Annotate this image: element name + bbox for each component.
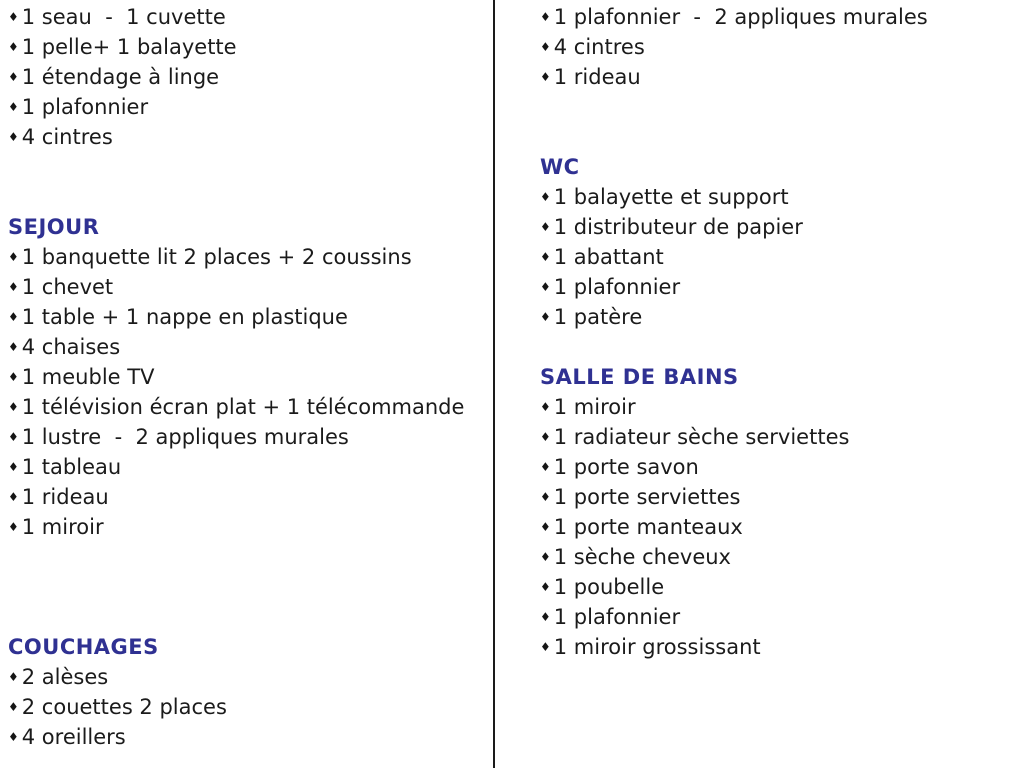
item-text: 4 cintres <box>553 35 645 59</box>
list-item <box>540 422 1018 452</box>
diamond-bullet-icon: ♦ <box>540 310 551 324</box>
left-column <box>8 2 486 752</box>
item-text: 1 télévision écran plat + 1 télécommande <box>21 395 465 419</box>
item-text: 4 oreillers <box>21 725 126 749</box>
item-text: 1 chevet <box>21 275 114 299</box>
list-item <box>8 62 486 92</box>
diamond-bullet-icon: ♦ <box>8 520 19 534</box>
diamond-bullet-icon: ♦ <box>540 10 551 24</box>
list-item <box>540 572 1018 602</box>
item-text: 1 meuble TV <box>21 365 155 389</box>
item-text: 1 banquette lit 2 places + 2 coussins <box>21 245 412 269</box>
item-text: 1 miroir grossissant <box>553 635 761 659</box>
list-item <box>540 632 1018 662</box>
item-text: 1 porte serviettes <box>553 485 741 509</box>
item-text: 1 abattant <box>553 245 664 269</box>
item-text: 1 plafonnier <box>21 95 149 119</box>
diamond-bullet-icon: ♦ <box>540 550 551 564</box>
diamond-bullet-icon: ♦ <box>8 310 19 324</box>
list-item <box>540 62 1018 92</box>
list-item <box>8 722 486 752</box>
list-item <box>8 2 486 32</box>
list-item <box>540 542 1018 572</box>
list-item <box>540 182 1018 212</box>
diamond-bullet-icon: ♦ <box>540 220 551 234</box>
list-item <box>540 482 1018 512</box>
list-item <box>540 212 1018 242</box>
diamond-bullet-icon: ♦ <box>8 460 19 474</box>
section-heading: SEJOUR <box>8 215 100 239</box>
section-heading: WC <box>540 155 580 179</box>
diamond-bullet-icon: ♦ <box>540 40 551 54</box>
item-text: 1 patère <box>553 305 643 329</box>
list-item <box>8 302 486 332</box>
list-item <box>540 392 1018 422</box>
section-gap <box>8 542 486 632</box>
diamond-bullet-icon: ♦ <box>540 70 551 84</box>
list-item <box>8 242 486 272</box>
list-item <box>8 422 486 452</box>
diamond-bullet-icon: ♦ <box>540 400 551 414</box>
diamond-bullet-icon: ♦ <box>8 280 19 294</box>
item-text: 1 miroir <box>21 515 104 539</box>
list-item <box>8 662 486 692</box>
diamond-bullet-icon: ♦ <box>8 370 19 384</box>
item-text: 1 plafonnier <box>553 605 681 629</box>
item-text: 1 balayette et support <box>553 185 789 209</box>
right-column <box>540 2 1018 662</box>
diamond-bullet-icon: ♦ <box>540 190 551 204</box>
item-text: 1 tableau <box>21 455 122 479</box>
diamond-bullet-icon: ♦ <box>540 460 551 474</box>
list-item <box>8 272 486 302</box>
list-item <box>8 92 486 122</box>
diamond-bullet-icon: ♦ <box>8 100 19 114</box>
item-text: 4 cintres <box>21 125 113 149</box>
diamond-bullet-icon: ♦ <box>8 250 19 264</box>
list-item <box>540 512 1018 542</box>
list-item <box>540 242 1018 272</box>
column-divider <box>493 0 495 768</box>
list-item <box>8 32 486 62</box>
diamond-bullet-icon: ♦ <box>8 40 19 54</box>
list-item <box>540 2 1018 32</box>
item-text: 1 radiateur sèche serviettes <box>553 425 850 449</box>
diamond-bullet-icon: ♦ <box>540 250 551 264</box>
item-text: 1 lustre - 2 appliques murales <box>21 425 349 449</box>
item-text: 1 porte savon <box>553 455 699 479</box>
item-text: 1 porte manteaux <box>553 515 743 539</box>
diamond-bullet-icon: ♦ <box>540 640 551 654</box>
item-text: 1 pelle+ 1 balayette <box>21 35 237 59</box>
diamond-bullet-icon: ♦ <box>8 730 19 744</box>
diamond-bullet-icon: ♦ <box>8 490 19 504</box>
item-text: 1 rideau <box>21 485 109 509</box>
list-item <box>540 452 1018 482</box>
section-gap <box>8 152 486 212</box>
diamond-bullet-icon: ♦ <box>8 130 19 144</box>
diamond-bullet-icon: ♦ <box>8 340 19 354</box>
list-item <box>8 362 486 392</box>
diamond-bullet-icon: ♦ <box>540 520 551 534</box>
diamond-bullet-icon: ♦ <box>8 700 19 714</box>
diamond-bullet-icon: ♦ <box>540 490 551 504</box>
item-text: 4 chaises <box>21 335 121 359</box>
item-text: 1 distributeur de papier <box>553 215 803 239</box>
diamond-bullet-icon: ♦ <box>8 10 19 24</box>
list-item <box>540 302 1018 332</box>
list-item <box>8 452 486 482</box>
list-item <box>8 512 486 542</box>
section-gap <box>540 332 1018 362</box>
item-text: 1 étendage à linge <box>21 65 220 89</box>
item-text: 1 miroir <box>553 395 636 419</box>
item-text: 1 rideau <box>553 65 641 89</box>
item-text: 1 poubelle <box>553 575 665 599</box>
item-text: 1 plafonnier - 2 appliques murales <box>553 5 928 29</box>
diamond-bullet-icon: ♦ <box>8 670 19 684</box>
section-gap <box>540 92 1018 152</box>
item-text: 2 alèses <box>21 665 109 689</box>
item-text: 2 couettes 2 places <box>21 695 227 719</box>
list-item <box>8 392 486 422</box>
diamond-bullet-icon: ♦ <box>540 610 551 624</box>
list-item <box>8 332 486 362</box>
item-text: 1 plafonnier <box>553 275 681 299</box>
diamond-bullet-icon: ♦ <box>8 400 19 414</box>
diamond-bullet-icon: ♦ <box>540 430 551 444</box>
list-item <box>8 692 486 722</box>
diamond-bullet-icon: ♦ <box>8 70 19 84</box>
section-heading: COUCHAGES <box>8 635 159 659</box>
list-item <box>8 122 486 152</box>
item-text: 1 seau - 1 cuvette <box>21 5 226 29</box>
diamond-bullet-icon: ♦ <box>540 580 551 594</box>
item-text: 1 sèche cheveux <box>553 545 731 569</box>
list-item <box>540 272 1018 302</box>
list-item <box>540 32 1018 62</box>
section-heading: SALLE DE BAINS <box>540 365 739 389</box>
list-item <box>8 482 486 512</box>
diamond-bullet-icon: ♦ <box>540 280 551 294</box>
list-item <box>540 602 1018 632</box>
item-text: 1 table + 1 nappe en plastique <box>21 305 348 329</box>
diamond-bullet-icon: ♦ <box>8 430 19 444</box>
